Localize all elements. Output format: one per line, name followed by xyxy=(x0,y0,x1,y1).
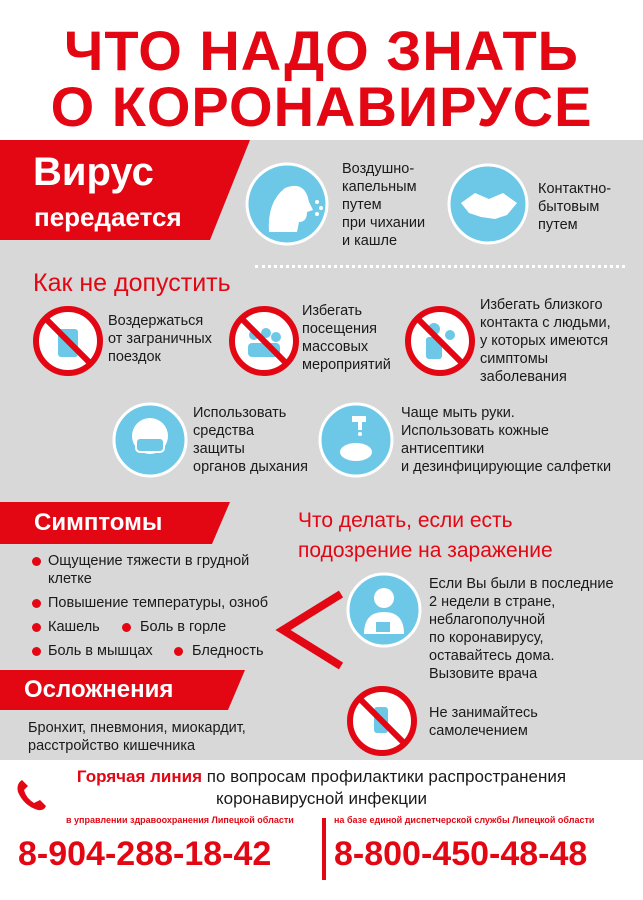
complications-heading: Осложнения xyxy=(24,676,174,703)
hotline-line2: коронавирусной инфекции xyxy=(216,789,427,808)
no-crowd-icon xyxy=(228,305,300,377)
prevent-item-3: Избегать близкого контакта с людьми, у которых имеются симптомы заболевания xyxy=(480,297,611,385)
handwash-icon xyxy=(318,402,394,478)
handshake-icon xyxy=(447,163,529,245)
phone-number-2[interactable]: 8-800-450-48-48 xyxy=(334,835,588,873)
suspicion-heading-1: Что делать, если есть xyxy=(298,509,513,532)
airborne-icon xyxy=(245,162,329,246)
symptoms-heading: Симптомы xyxy=(34,509,163,536)
suspicion-heading-2: подозрение на заражение xyxy=(298,539,553,562)
suspicion-advice-1: Если Вы были в последние 2 недели в стране, неблагополучной по коронавирусу, оставайтесь дома. Вызовите врача xyxy=(429,576,614,682)
virus-heading: Вирус xyxy=(33,150,154,194)
chevron-left-icon xyxy=(275,590,345,670)
no-travel-icon xyxy=(32,305,104,377)
bullet-icon xyxy=(122,623,131,632)
mask-icon xyxy=(112,402,188,478)
bullet-icon xyxy=(174,647,183,656)
hotline-line1: Горячая линия по вопросам профилактики распространения xyxy=(76,767,567,786)
virus-subheading: передается xyxy=(34,202,182,232)
prevent-item-4: Использовать средства защиты органов дыхания xyxy=(193,405,308,475)
prevent-item-2: Избегать посещения массовых мероприятий xyxy=(302,303,391,373)
divider xyxy=(255,265,625,268)
contact-text: Контактно- бытовым путем xyxy=(538,181,612,233)
no-contact-icon xyxy=(404,305,476,377)
poster-title-line1: ЧТО НАДО ЗНАТЬ xyxy=(64,19,579,82)
prevent-item-1: Воздержаться от заграничных поездок xyxy=(108,313,212,365)
hotline-sub-2: на базе единой диспетчерской службы Липецкой области xyxy=(334,815,595,825)
airborne-text: Воздушно- капельным путем при чихании и кашле xyxy=(342,161,426,249)
hotline-sub-1: в управлении здравоохранения Липецкой области xyxy=(66,815,294,825)
phone-divider xyxy=(322,818,326,880)
bullet-icon xyxy=(32,623,41,632)
prevent-heading: Как не допустить xyxy=(33,269,231,297)
suspicion-advice-2: Не занимайтесь самолечением xyxy=(429,705,538,739)
symptoms-list: Ощущение тяжести в грудной клетке Повышение температуры, озноб Кашель Боль в горле Боль в мышцах Бледность xyxy=(30,552,290,660)
phone-number-1[interactable]: 8-904-288-18-42 xyxy=(18,835,272,873)
no-self-medication-icon xyxy=(346,685,418,757)
bullet-icon xyxy=(32,599,41,608)
complications-text: Бронхит, пневмония, миокардит, расстройство кишечника xyxy=(28,720,246,754)
poster-title-line2: О КОРОНАВИРУСЕ xyxy=(50,75,593,138)
bullet-icon xyxy=(32,557,41,566)
bullet-icon xyxy=(32,647,41,656)
prevent-item-5: Чаще мыть руки. Использовать кожные антисептики и дезинфицирующие салфетки xyxy=(401,405,612,475)
doctor-icon xyxy=(346,572,422,648)
